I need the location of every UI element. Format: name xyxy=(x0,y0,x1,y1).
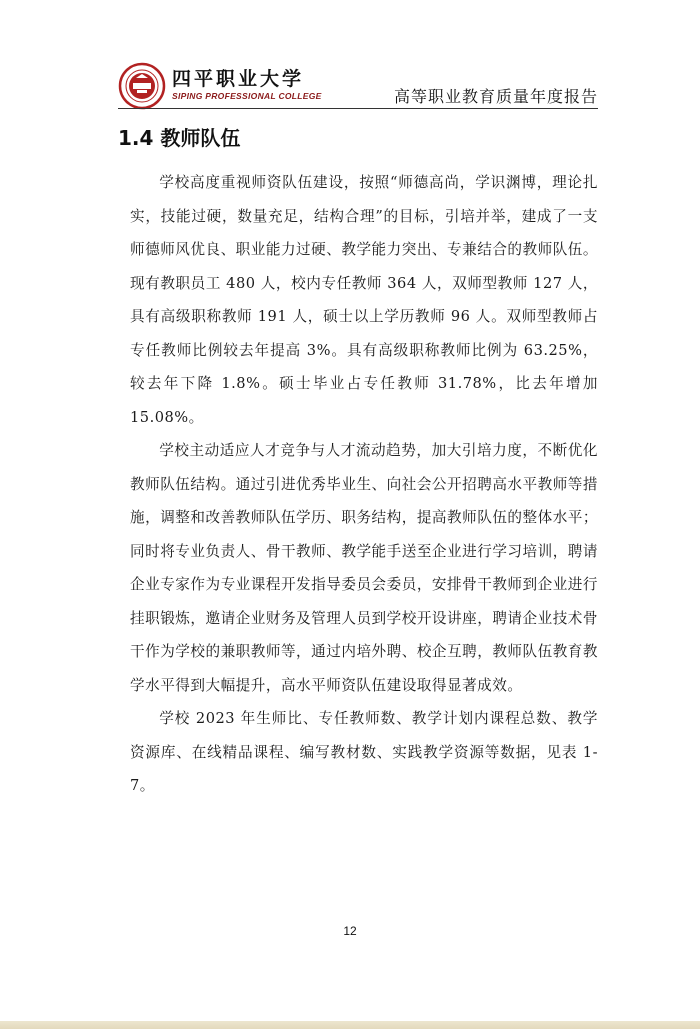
paragraph-staff-structure: 学校主动适应人才竞争与人才流动趋势，加大引培力度，不断优化教师队伍结构。通过引进优秀毕业生、向社会公开招聘高水平教师等措施，调整和改善教师队伍学历、职务结构，提高教师队伍的整体水平；同时将专业负责人、骨干教师、教学能手送至企业进行学习培训，聘请企业专家作为专业课程开发指导委员会委员，安排骨干教师到企业进行挂职锻炼，邀请企业财务及管理人员到学校开设讲座，聘请企业技术骨干作为学校的兼职教师等，通过内培外聘、校企互聘，教师队伍教育教学水平得到大幅提升，高水平师资队伍建设取得显著成效。 xyxy=(130,442,598,694)
paragraph-table-reference: 学校 2023 年生师比、专任教师数、教学计划内课程总数、教学资源库、在线精品课程、编写教材数、实践教学资源等数据，见表 1-7。 xyxy=(130,710,598,794)
college-name-cn: 四平职业大学 xyxy=(172,68,305,90)
bottom-edge xyxy=(0,1021,700,1029)
college-seal-logo xyxy=(118,62,166,110)
college-name-en: SIPING PROFESSIONAL COLLEGE xyxy=(172,91,322,101)
section-heading: 1.4 教师队伍 xyxy=(118,126,241,150)
page-number: 12 xyxy=(343,924,357,938)
header-divider xyxy=(118,108,598,109)
page-header xyxy=(118,60,598,108)
report-title: 高等职业教育质量年度报告 xyxy=(393,87,598,106)
paragraph-teacher-stats: 学校高度重视师资队伍建设，按照“师德高尚，学识渊博，理论扎实，技能过硬，数量充足，结构合理”的目标，引培并举，建成了一支师德师风优良、职业能力过硬、教学能力突出、专兼结合的教师队伍。现有教职员工 480 人，校内专任教师 364 人，双师型教师 127 人，具有高级职称教师 191 人，硕士以上学历教师 96 人。双师型教师占专任教师比例较去年提高 3%。具有高级职称教师比例为 63.25%，较去年下降 1.8%。硕士毕业占专任教师 31.78%，比去年增加 15.08%。 xyxy=(130,174,598,426)
body-text xyxy=(130,166,598,803)
